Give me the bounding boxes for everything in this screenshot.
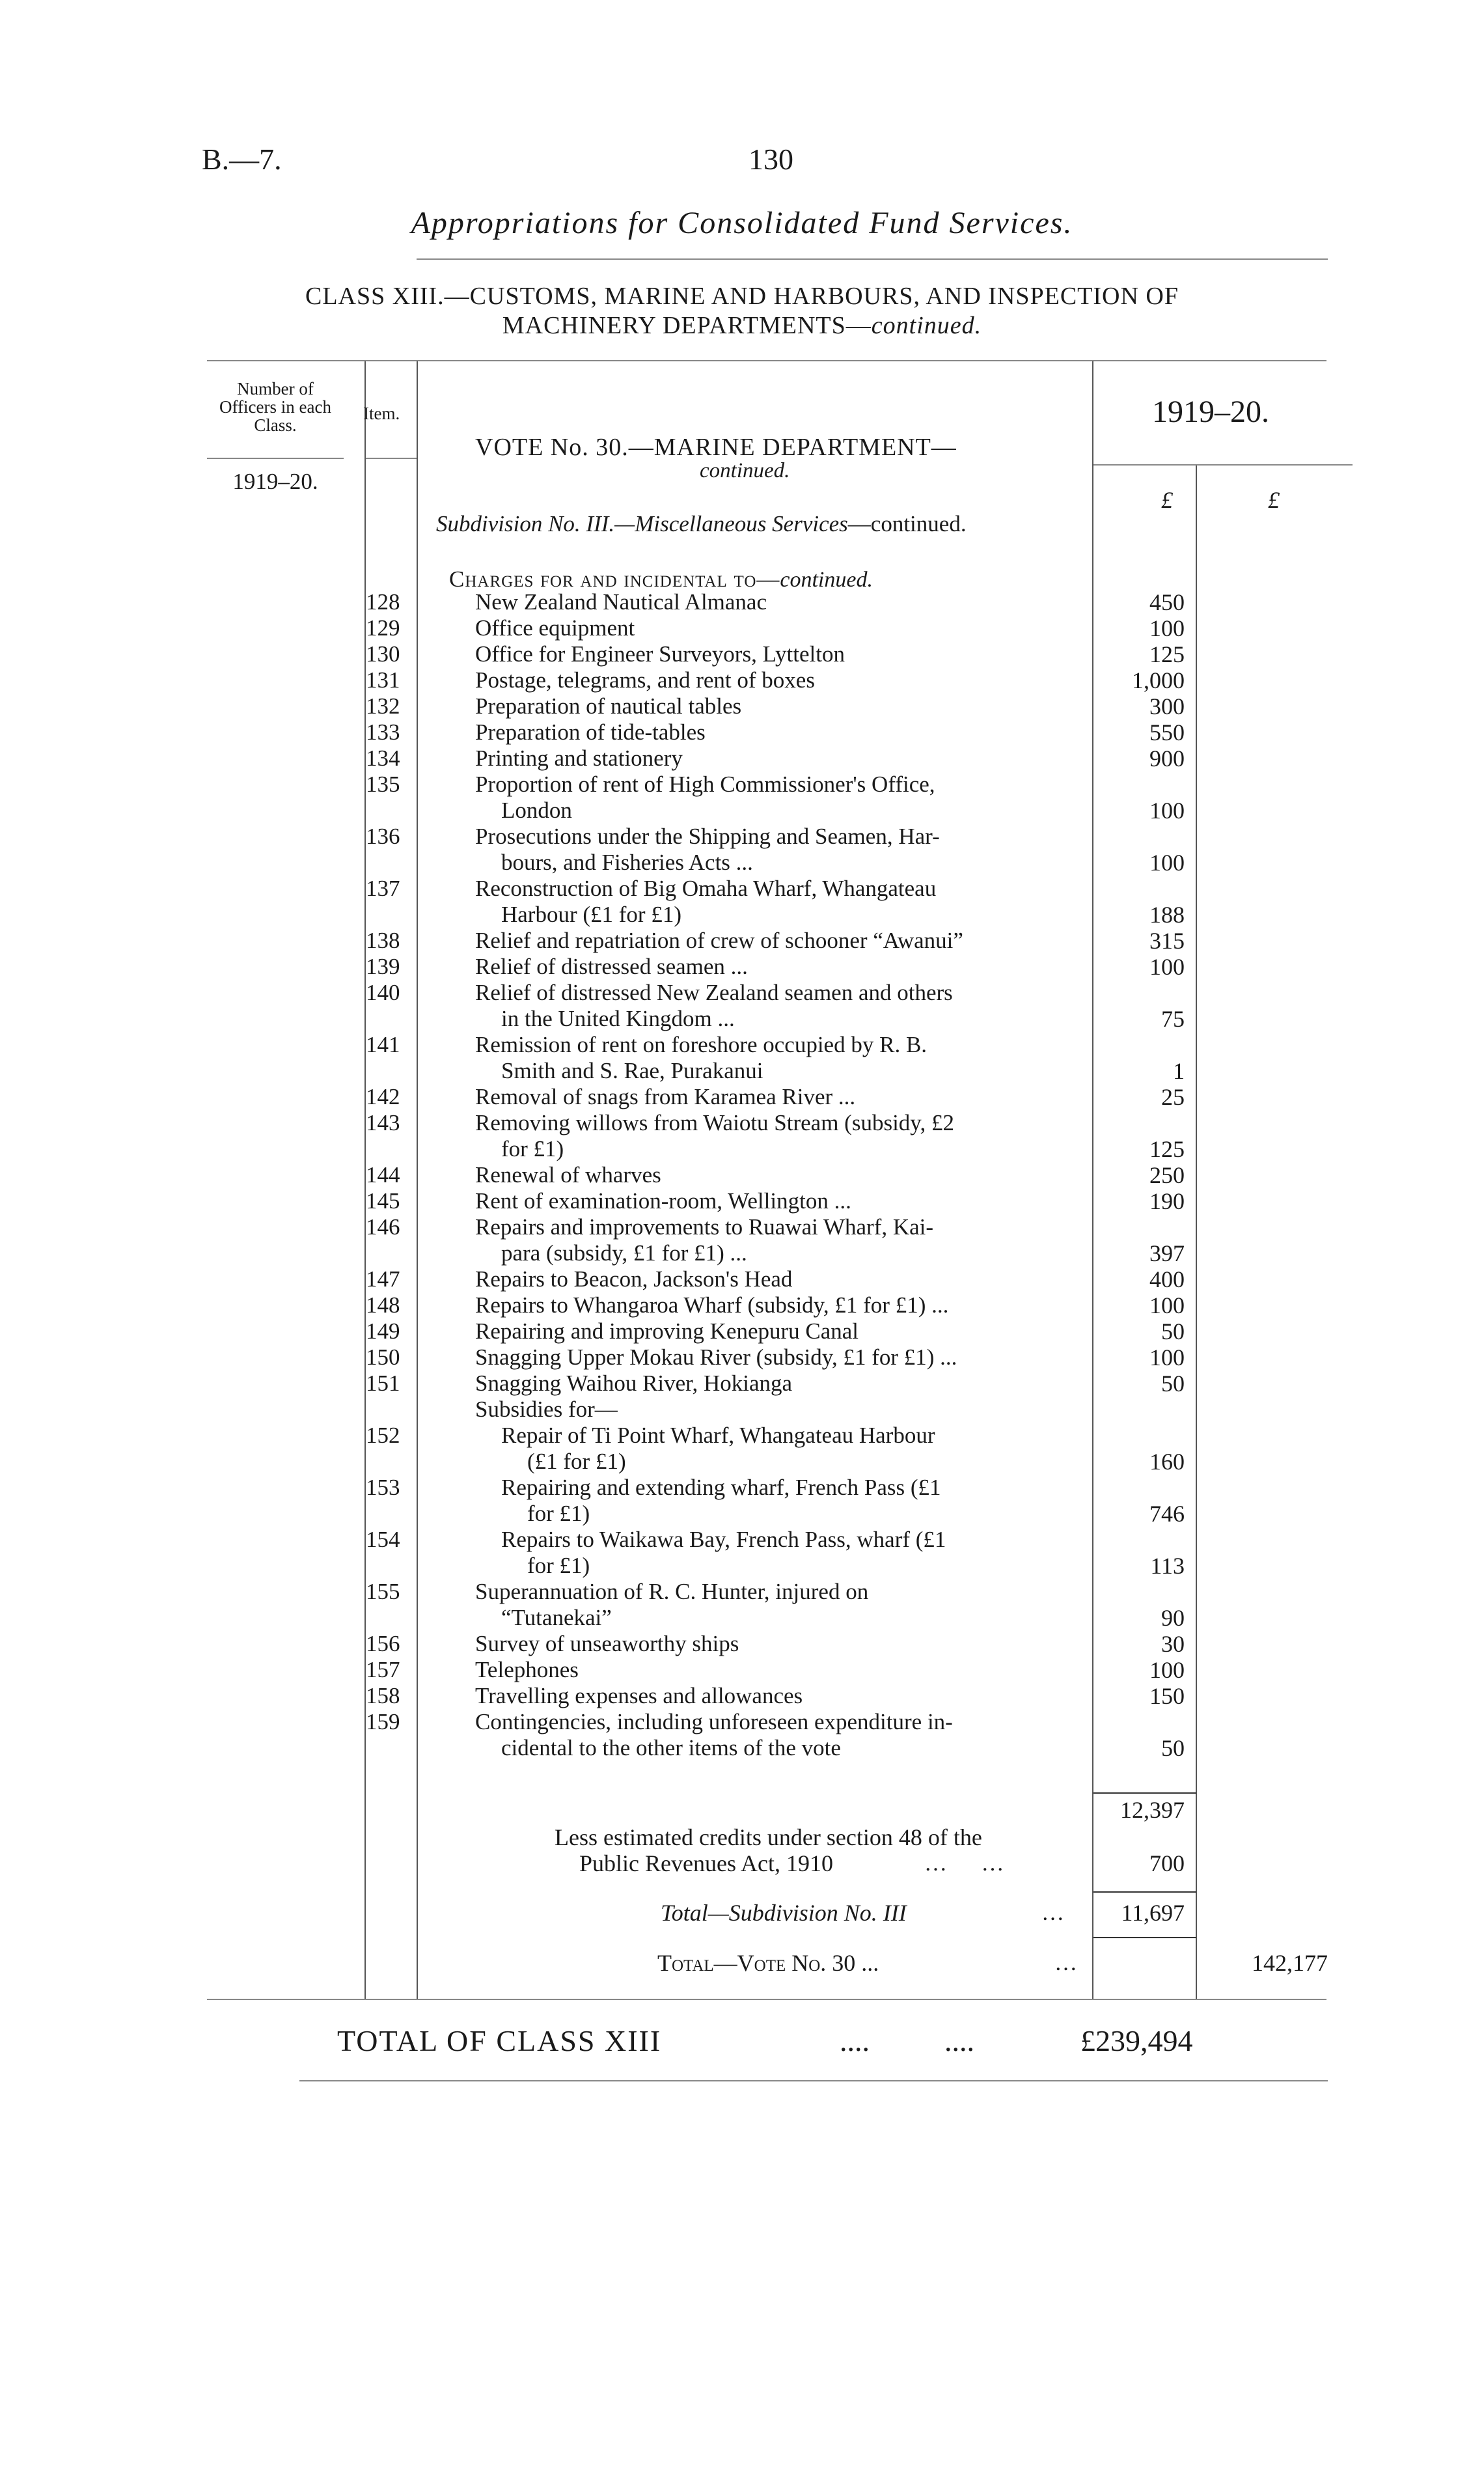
item-number: 145 bbox=[366, 1188, 400, 1214]
item-number: 132 bbox=[366, 693, 400, 719]
item-description: Prosecutions under the Shipping and Seamen, Har- bbox=[475, 824, 940, 849]
item-description: Postage, telegrams, and rent of boxes bbox=[475, 667, 815, 693]
item-description: Contingencies, including unforeseen expenditure in- bbox=[475, 1709, 953, 1734]
item-description: Superannuation of R. C. Hunter, injured on bbox=[475, 1579, 869, 1604]
item-description: para (subsidy, £1 for £1) ... bbox=[501, 1240, 747, 1266]
currency-label-items: £ bbox=[1161, 487, 1173, 513]
item-amount: 90 bbox=[1161, 1605, 1185, 1631]
item-amount: 550 bbox=[1149, 719, 1185, 745]
item-number: 137 bbox=[366, 876, 400, 901]
item-description: London bbox=[501, 798, 572, 823]
vote-total-rule bbox=[1093, 1937, 1196, 1938]
item-description: for £1) bbox=[527, 1501, 590, 1526]
item-number: 149 bbox=[366, 1318, 400, 1344]
item-amount: 25 bbox=[1161, 1084, 1185, 1110]
item-number: 158 bbox=[366, 1683, 400, 1708]
item-number: 141 bbox=[366, 1032, 400, 1057]
item-description: Repairing and improving Kenepuru Canal bbox=[475, 1318, 859, 1344]
item-description: Travelling expenses and allowances bbox=[475, 1683, 803, 1708]
class-heading-line2: MACHINERY DEPARTMENTS—continued. bbox=[502, 312, 982, 339]
item-description: Repair of Ti Point Wharf, Whangateau Harbour bbox=[501, 1423, 935, 1448]
item-number: 138 bbox=[366, 928, 400, 953]
item-description: Office equipment bbox=[475, 615, 635, 641]
document-reference: B.—7. bbox=[202, 143, 282, 176]
item-amount: 1,000 bbox=[1132, 667, 1185, 693]
item-number: 159 bbox=[366, 1709, 400, 1734]
item-amount: 50 bbox=[1161, 1370, 1185, 1397]
item-number: 154 bbox=[366, 1527, 400, 1552]
gross-rule bbox=[1093, 1792, 1196, 1794]
item-description: Repairing and extending wharf, French Pass (£1 bbox=[501, 1475, 941, 1500]
item-description: Telephones bbox=[475, 1657, 579, 1682]
item-description: Renewal of wharves bbox=[475, 1162, 661, 1188]
item-description: in the United Kingdom ... bbox=[501, 1006, 735, 1031]
leader-dots: … … bbox=[924, 1850, 1004, 1876]
year-header-rule bbox=[1092, 464, 1353, 466]
item-description: Removal of snags from Karamea River ... bbox=[475, 1084, 856, 1109]
item-amount: 100 bbox=[1149, 615, 1185, 641]
vote-title: VOTE No. 30.—MARINE DEPARTMENT— bbox=[475, 434, 957, 461]
item-description: cidental to the other items of the vote bbox=[501, 1735, 841, 1760]
item-number: 144 bbox=[366, 1162, 400, 1188]
item-amount: 50 bbox=[1161, 1735, 1185, 1761]
item-amount: 30 bbox=[1161, 1631, 1185, 1657]
item-number: 131 bbox=[366, 667, 400, 693]
item-number: 155 bbox=[366, 1579, 400, 1604]
item-description: Relief and repatriation of crew of schooner “Awanui” bbox=[475, 928, 963, 953]
item-number: 139 bbox=[366, 954, 400, 979]
officers-year: 1919–20. bbox=[232, 469, 318, 494]
item-amount: 250 bbox=[1149, 1162, 1185, 1188]
item-description: Reconstruction of Big Omaha Wharf, Whangateau bbox=[475, 876, 937, 901]
subtotal-amount: 11,697 bbox=[1121, 1900, 1185, 1926]
item-amount: 113 bbox=[1150, 1553, 1185, 1579]
item-amount: 400 bbox=[1149, 1266, 1185, 1292]
item-description: bours, and Fisheries Acts ... bbox=[501, 850, 753, 875]
item-number: 147 bbox=[366, 1266, 400, 1292]
subdivision-heading: Subdivision No. III.—Miscellaneous Services—continued. bbox=[436, 511, 967, 536]
item-amount: 746 bbox=[1149, 1501, 1185, 1527]
item-amount: 75 bbox=[1161, 1006, 1185, 1032]
charges-heading: Charges for and incidental to—continued. bbox=[449, 566, 873, 592]
item-description: Smith and S. Rae, Purakanui bbox=[501, 1058, 763, 1083]
item-column-header: Item. bbox=[363, 404, 400, 423]
item-description: Repairs and improvements to Ruawai Wharf, Kai- bbox=[475, 1214, 934, 1240]
item-number: 135 bbox=[366, 772, 400, 797]
item-amount: 100 bbox=[1149, 1344, 1185, 1370]
item-amount: 50 bbox=[1161, 1318, 1185, 1344]
item-number: 134 bbox=[366, 745, 400, 771]
table-top-rule bbox=[207, 360, 1326, 361]
item-amount: 160 bbox=[1149, 1449, 1185, 1475]
item-description: Proportion of rent of High Commissioner's Office, bbox=[475, 772, 935, 797]
item-description: Preparation of nautical tables bbox=[475, 693, 742, 719]
item-amount: 125 bbox=[1149, 641, 1185, 667]
item-description: Rent of examination-room, Wellington ... bbox=[475, 1188, 851, 1214]
item-description: for £1) bbox=[527, 1553, 590, 1578]
item-description: Repairs to Waikawa Bay, French Pass, wharf (£1 bbox=[501, 1527, 946, 1552]
item-amount: 150 bbox=[1149, 1683, 1185, 1709]
page-number: 130 bbox=[749, 143, 793, 176]
column-divider-amount-left bbox=[1092, 361, 1093, 1999]
item-amount: 100 bbox=[1149, 850, 1185, 876]
item-description: Repairs to Whangaroa Wharf (subsidy, £1 for £1) ... bbox=[475, 1292, 949, 1318]
item-amount: 315 bbox=[1149, 928, 1185, 954]
vote-total-amount: 142,177 bbox=[1252, 1950, 1328, 1976]
page-bottom-rule bbox=[299, 2080, 1328, 2081]
class-total-amount: £239,494 bbox=[1080, 2024, 1193, 2057]
item-number: 156 bbox=[366, 1631, 400, 1656]
item-description: Remission of rent on foreshore occupied by R. B. bbox=[475, 1032, 928, 1057]
column-divider-item bbox=[417, 361, 418, 1999]
table-bottom-rule bbox=[207, 1999, 1326, 2000]
item-number: 128 bbox=[366, 589, 400, 615]
vote-continued: continued. bbox=[700, 459, 790, 482]
item-description: Snagging Waihou River, Hokianga bbox=[475, 1370, 793, 1396]
item-amount: 100 bbox=[1149, 798, 1185, 824]
item-description: Harbour (£1 for £1) bbox=[501, 902, 681, 927]
subtotal-rule bbox=[1093, 1891, 1196, 1893]
item-number: 150 bbox=[366, 1344, 400, 1370]
item-amount: 100 bbox=[1149, 954, 1185, 980]
vote-total-label: Total—Vote No. 30 ... bbox=[657, 1950, 879, 1976]
item-description: (£1 for £1) bbox=[527, 1449, 626, 1474]
item-number: 130 bbox=[366, 641, 400, 667]
item-description: Office for Engineer Surveyors, Lyttelton bbox=[475, 641, 845, 667]
column-divider-amount-mid bbox=[1196, 466, 1197, 1999]
item-description: Preparation of tide-tables bbox=[475, 719, 706, 745]
item-description: for £1) bbox=[501, 1136, 564, 1161]
officers-header-rule bbox=[207, 458, 344, 459]
class-total-label: TOTAL OF CLASS XIII bbox=[337, 2024, 662, 2057]
item-amount: 100 bbox=[1149, 1292, 1185, 1318]
item-amount: 450 bbox=[1149, 589, 1185, 615]
item-header-rule bbox=[366, 458, 417, 459]
credits-label-line1: Less estimated credits under section 48 of the bbox=[555, 1824, 982, 1850]
item-number: 153 bbox=[366, 1475, 400, 1500]
leader-dots: … bbox=[1041, 1900, 1064, 1925]
gross-total: 12,397 bbox=[1120, 1797, 1185, 1823]
item-description: Snagging Upper Mokau River (subsidy, £1 for £1) ... bbox=[475, 1344, 957, 1370]
credits-amount: 700 bbox=[1149, 1850, 1185, 1876]
subtotal-label: Total—Subdivision No. III bbox=[661, 1900, 907, 1926]
item-number: 151 bbox=[366, 1370, 400, 1396]
item-amount: 900 bbox=[1149, 745, 1185, 772]
officers-column-header: Number of Officers in each Class. bbox=[219, 379, 331, 435]
item-number: 152 bbox=[366, 1423, 400, 1448]
item-amount: 300 bbox=[1149, 693, 1185, 719]
item-number: 142 bbox=[366, 1084, 400, 1109]
class-heading-line1: CLASS XIII.—CUSTOMS, MARINE AND HARBOURS, AND INSPECTION OF bbox=[305, 283, 1179, 310]
item-description: New Zealand Nautical Almanac bbox=[475, 589, 767, 615]
item-number: 136 bbox=[366, 824, 400, 849]
item-description: Survey of unseaworthy ships bbox=[475, 1631, 739, 1656]
leader-dots: … bbox=[1054, 1950, 1077, 1975]
item-number: 133 bbox=[366, 719, 400, 745]
item-amount: 1 bbox=[1173, 1058, 1185, 1084]
item-amount: 100 bbox=[1149, 1657, 1185, 1683]
item-number: 129 bbox=[366, 615, 400, 641]
item-number: 146 bbox=[366, 1214, 400, 1240]
currency-label-totals: £ bbox=[1268, 487, 1280, 513]
item-description: Relief of distressed seamen ... bbox=[475, 954, 748, 979]
financial-year: 1919–20. bbox=[1152, 395, 1269, 429]
item-amount: 125 bbox=[1149, 1136, 1185, 1162]
item-number: 140 bbox=[366, 980, 400, 1005]
item-description: Subsidies for— bbox=[475, 1397, 618, 1422]
item-number: 148 bbox=[366, 1292, 400, 1318]
item-description: Relief of distressed New Zealand seamen and others bbox=[475, 980, 953, 1005]
item-description: Repairs to Beacon, Jackson's Head bbox=[475, 1266, 793, 1292]
item-amount: 190 bbox=[1149, 1188, 1185, 1214]
credits-label-line2: Public Revenues Act, 1910 bbox=[579, 1850, 833, 1876]
item-amount: 188 bbox=[1149, 902, 1185, 928]
item-description: Removing willows from Waiotu Stream (subsidy, £2 bbox=[475, 1110, 955, 1135]
item-amount: 397 bbox=[1149, 1240, 1185, 1266]
title-rule bbox=[417, 258, 1328, 260]
page-title: Appropriations for Consolidated Fund Services. bbox=[411, 206, 1073, 240]
item-number: 143 bbox=[366, 1110, 400, 1135]
item-number: 157 bbox=[366, 1657, 400, 1682]
item-description: “Tutanekai” bbox=[501, 1605, 612, 1630]
leader-dots: .... .... bbox=[840, 2024, 974, 2057]
item-description: Printing and stationery bbox=[475, 745, 683, 771]
